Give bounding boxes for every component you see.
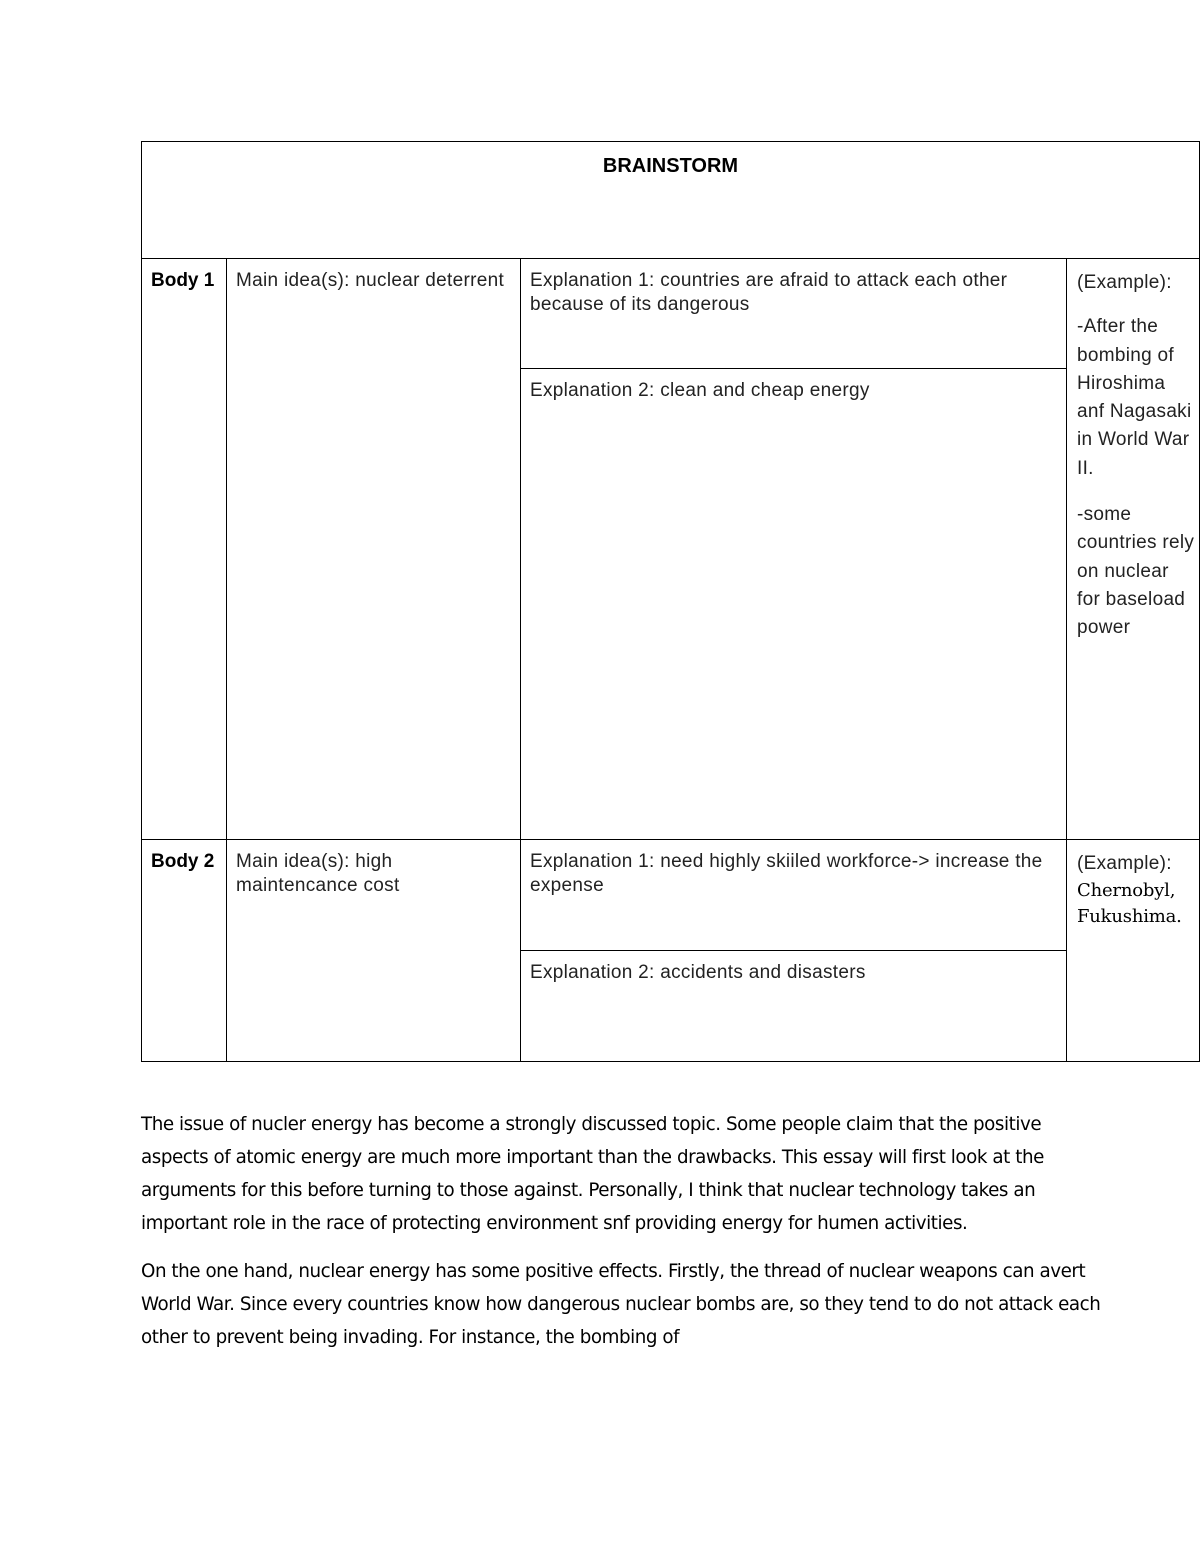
table-row: [142, 259, 1200, 369]
example-heading: (Example):: [1077, 853, 1172, 874]
explanation-cell: Explanation 2: clean and cheap energy: [521, 369, 1067, 840]
main-idea-cell: Main idea(s): nuclear deterrent: [227, 259, 521, 840]
example-heading: (Example):: [1077, 272, 1172, 293]
row-label: Body 1: [142, 259, 227, 840]
example-text: -some countries rely on nuclear for baseload power: [1077, 504, 1195, 639]
essay-paragraph: On the one hand, nuclear energy has some positive effects. Firstly, the thread of nuclear weapons can avert World War. Since every countries know how dangerous nuclear bombs are, so they tend to do not attack each other to prevent being invading. For instance, the bombing of: [141, 1261, 1101, 1348]
example-text: -After the bombing of Hiroshima anf Nagasaki in World War II.: [1077, 316, 1192, 479]
brainstorm-table: [141, 141, 1200, 1062]
row-label: Body 2: [142, 840, 227, 1062]
table-row: [142, 840, 1200, 951]
table-title: BRAINSTORM: [142, 142, 1200, 259]
main-idea-cell: Main idea(s): high maintencance cost: [227, 840, 521, 1062]
explanation-cell: Explanation 1: need highly skiiled workforce-> increase the expense: [521, 840, 1067, 951]
explanation-cell: Explanation 1: countries are afraid to attack each other because of its dangerous: [521, 259, 1067, 369]
example-cell: [1067, 259, 1200, 840]
essay-body: [141, 1108, 1101, 1369]
essay-paragraph: The issue of nucler energy has become a strongly discussed topic. Some people claim that the positive aspects of atomic energy are much more important than the drawbacks. This essay will first look at the arguments for this before turning to those against. Personally, I think that nuclear technology takes an important role in the race of protecting environment snf providing energy for humen activities.: [141, 1114, 1044, 1234]
explanation-cell: Explanation 2: accidents and disasters: [521, 951, 1067, 1062]
example-cell: [1067, 840, 1200, 1062]
example-text: Chernobyl, Fukushima.: [1077, 880, 1182, 928]
